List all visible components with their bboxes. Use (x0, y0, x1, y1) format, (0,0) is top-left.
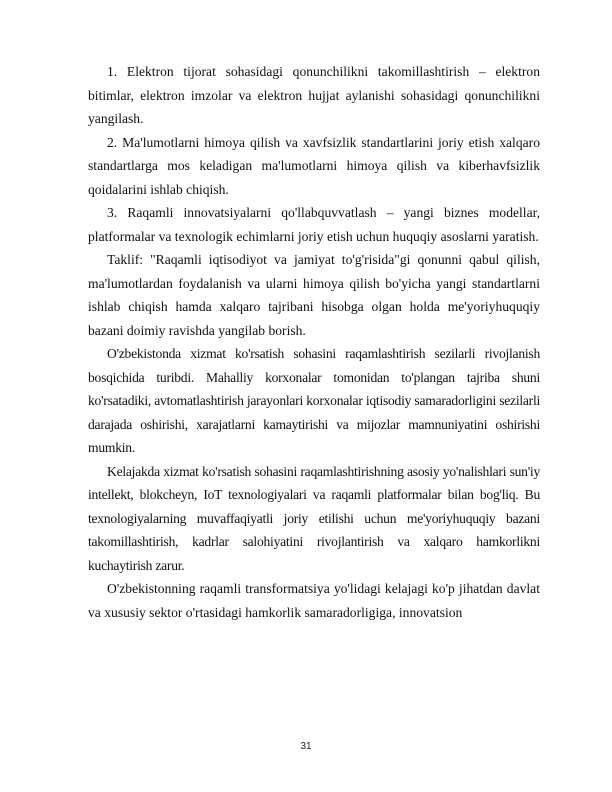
paragraph-future-directions: Kelajakda xizmat ko'rsatish sohasini raqamlashtirishning asosiy yo'nalishlari sun'iy intellekt, blokcheyn, IoT texnologiyalari va raqamli platformalar bilan bog'liq. Bu texnologiyalarning muvaffaqiyatli joriy etilishi uchun me'yoriyhuquqiy bazani takomillashtirish, kadrlar salohiyatini rivojlantirish va xalqaro hamkorlikni kuchaytirish zarur. (88, 463, 540, 573)
paragraph-ecommerce-legislation: 1. Elektron tijorat sohasidagi qonunchilikni takomillashtirish – elektron bitimlar, elektron imzolar va elektron hujjat aylanishi sohasidagi qonunchilikni yangilash. (88, 64, 540, 126)
paragraph-digital-innovation: 3. Raqamli innovatsiyalarni qo'llabquvvatlash – yangi biznes modellar, platformalar va texnologik echimlarni joriy etish uchun huquqiy asoslarni yaratish. (88, 205, 540, 244)
paragraph-digital-transformation: O'zbekistonning raqamli transformatsiya yo'lidagi kelajagi ko'p jihatdan davlat va xususiy sektor o'rtasidagi hamkorlik samaradorligiga, innovatsion (88, 581, 540, 620)
paragraph-data-protection: 2. Ma'lumotlarni himoya qilish va xavfsizlik standartlarini joriy etish xalqaro standartlarga mos keladigan ma'lumotlarni himoya qilish va kiberhavfsizlik qoidalarini ishlab chiqish. (88, 134, 540, 197)
document-body (88, 60, 540, 624)
paragraph-uzbekistan-services: O'zbekistonda xizmat ko'rsatish sohasini raqamlashtirish sezilarli rivojlanish bosqichida turibdi. Mahalliy korxonalar tomonidan to'plangan tajriba shuni ko'rsatadiki, avtomatlashtirish jarayonlari korxonalar iqtisodiy samaradorligini sezilarli darajada oshirishi, xarajatlarni kamaytirishi va mijozlar mamnuniyatini oshirishi mumkin. (88, 346, 540, 455)
page-number: 31 (300, 741, 312, 752)
paragraph-proposal: Taklif: "Raqamli iqtisodiyot va jamiyat to'g'risida"gi qonunni qabul qilish, ma'lumotlardan foydalanish va ularni himoya qilish bo'yicha yangi standartlarni ishlab chiqish hamda xalqaro tajribani hisobga olgan holda me'yoriyhuquqiy bazani doimiy ravishda yangilab borish. (88, 252, 540, 338)
